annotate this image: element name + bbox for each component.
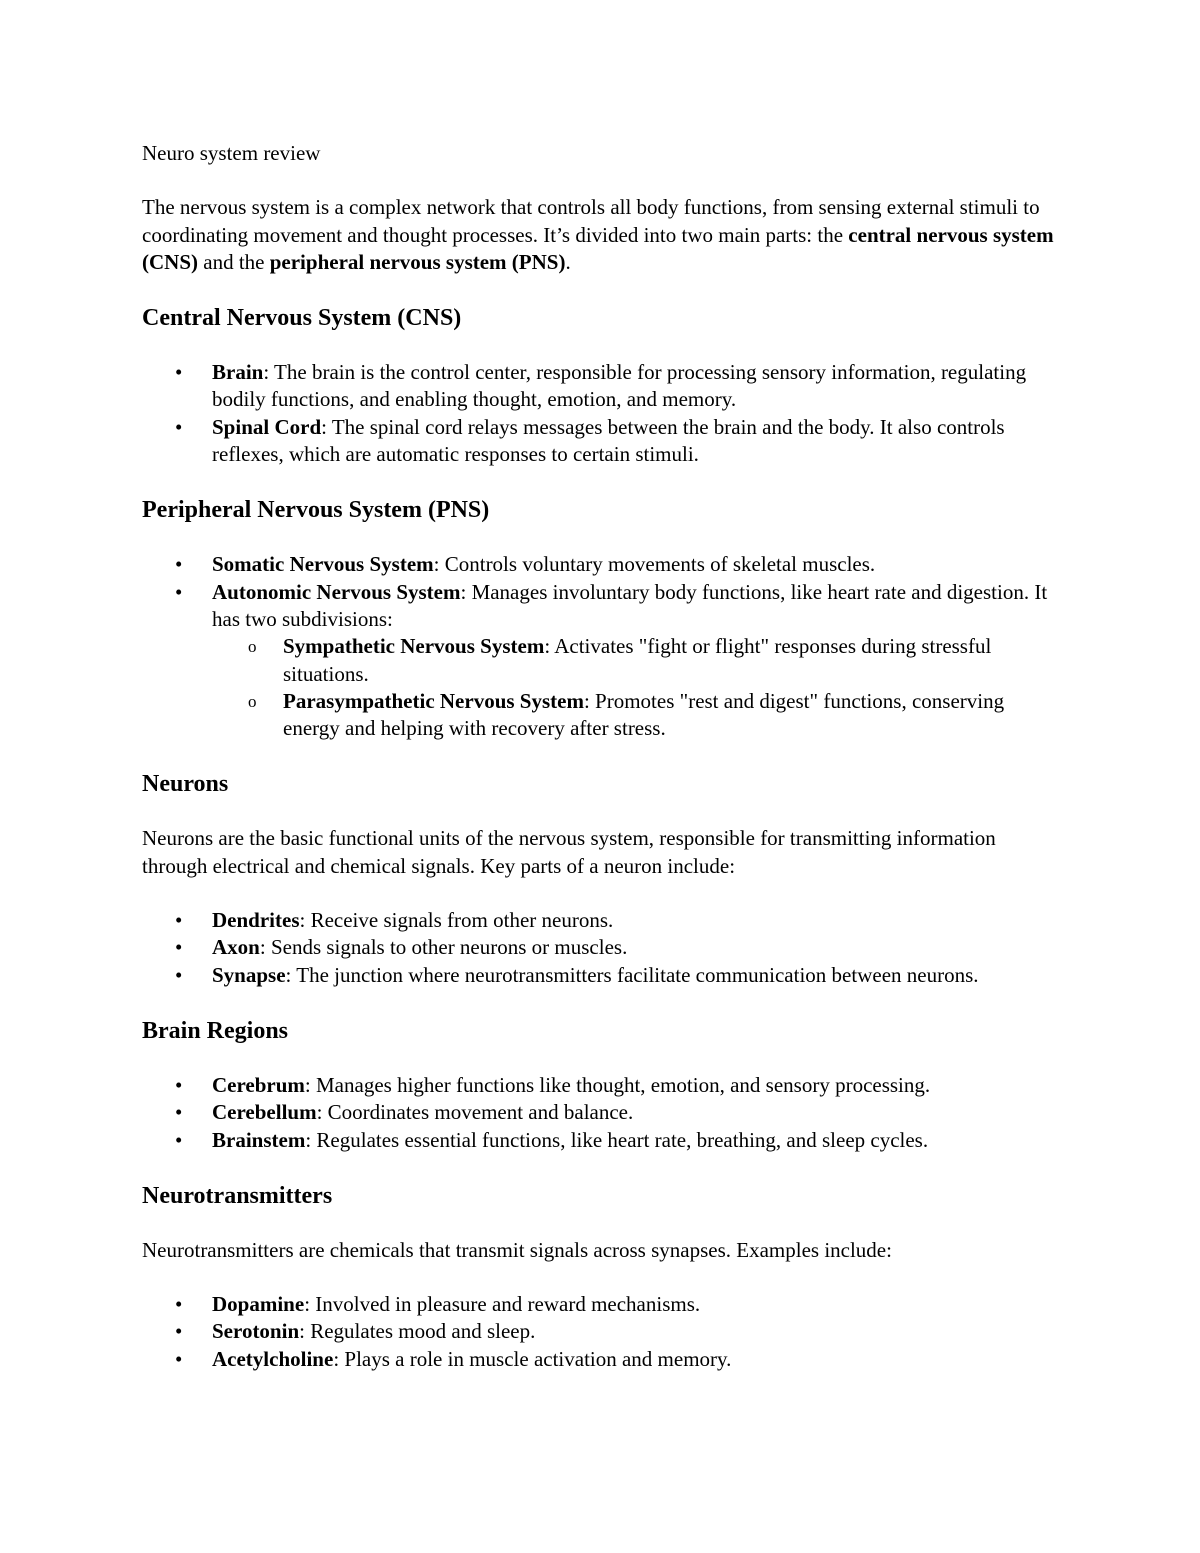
- item-term: Acetylcholine: [212, 1346, 334, 1371]
- list-item: [142, 1072, 1062, 1099]
- bullet-icon: •: [175, 414, 183, 439]
- bullet-icon: •: [175, 935, 183, 960]
- item-term: Dendrites: [212, 908, 300, 933]
- item-term: Axon: [212, 935, 260, 960]
- sub-bullet-icon: o: [248, 691, 257, 711]
- list-item: [142, 1346, 1062, 1373]
- neurotransmitters-heading: Neurotransmitters: [142, 1182, 333, 1209]
- item-desc: : The junction where neurotransmitters facilitate communication between neurons.: [285, 962, 979, 987]
- list-item: [142, 934, 1062, 961]
- bullet-icon: •: [175, 1100, 183, 1125]
- item-desc: : Manages involuntary body functions, like heart rate and digestion. It has two subdivisions:: [212, 579, 1048, 631]
- cns-heading: Central Nervous System (CNS): [142, 305, 462, 332]
- pns-list: [142, 551, 1062, 742]
- intro-text-after: .: [565, 249, 571, 274]
- item-term: Brainstem: [212, 1127, 306, 1152]
- neurotransmitters-list: [142, 1291, 1062, 1373]
- bullet-icon: •: [175, 962, 183, 987]
- neurons-list: [142, 907, 1062, 989]
- item-desc: : Sends signals to other neurons or muscles.: [259, 935, 628, 960]
- intro-text-before: The nervous system is a complex network that controls all body functions, from sensing external stimuli to coordinating movement and thought processes. It’s divided into two main parts: the: [142, 195, 1040, 247]
- item-desc: : Activates "fight or flight" responses during stressful situations.: [283, 634, 992, 686]
- list-item: [142, 1291, 1062, 1318]
- list-item: [142, 359, 1062, 414]
- item-term: Sympathetic Nervous System: [283, 634, 545, 659]
- sub-list-item: [212, 633, 1062, 688]
- item-desc: : Coordinates movement and balance.: [316, 1100, 634, 1125]
- neurons-heading: Neurons: [142, 771, 229, 798]
- item-term: Somatic Nervous System: [212, 552, 434, 577]
- intro-pns-term: peripheral nervous system (PNS): [269, 249, 566, 274]
- bullet-icon: •: [175, 1319, 183, 1344]
- item-term: Brain: [212, 360, 264, 385]
- item-term: Spinal Cord: [212, 414, 322, 439]
- list-item: [142, 551, 1062, 578]
- sub-list-item: [212, 688, 1062, 743]
- item-term: Synapse: [212, 962, 286, 987]
- bullet-icon: •: [175, 1292, 183, 1317]
- list-item: [142, 907, 1062, 934]
- item-desc: : The brain is the control center, responsible for processing sensory information, regulating bodily functions, and enabling thought, emotion, and memory.: [212, 360, 1027, 412]
- bullet-icon: •: [175, 360, 183, 385]
- intro-paragraph: [142, 194, 1062, 276]
- bullet-icon: •: [175, 1127, 183, 1152]
- item-term: Serotonin: [212, 1319, 300, 1344]
- pns-heading: Peripheral Nervous System (PNS): [142, 497, 490, 524]
- list-item: [142, 1127, 1062, 1154]
- item-desc: : Involved in pleasure and reward mechanisms.: [304, 1292, 701, 1317]
- bullet-icon: •: [175, 1346, 183, 1371]
- item-desc: : Plays a role in muscle activation and memory.: [333, 1346, 732, 1371]
- list-item: [142, 962, 1062, 989]
- item-term: Cerebellum: [212, 1100, 317, 1125]
- list-item: [142, 579, 1062, 743]
- list-item: [142, 1318, 1062, 1345]
- item-desc: : The spinal cord relays messages between the brain and the body. It also controls reflexes, which are automatic responses to certain stimuli.: [212, 414, 1005, 467]
- brain-regions-list: [142, 1072, 1062, 1154]
- item-desc: : Promotes "rest and digest" functions, conserving energy and helping with recovery after stress.: [283, 688, 1005, 741]
- item-desc: : Controls voluntary movements of skeletal muscles.: [433, 552, 876, 577]
- item-term: Autonomic Nervous System: [212, 579, 461, 604]
- item-term: Cerebrum: [212, 1072, 305, 1097]
- brain-regions-heading: Brain Regions: [142, 1017, 289, 1044]
- item-desc: : Manages higher functions like thought, emotion, and sensory processing.: [304, 1072, 931, 1097]
- neurotransmitters-intro: Neurotransmitters are chemicals that transmit signals across synapses. Examples include:: [142, 1237, 892, 1262]
- bullet-icon: •: [175, 1072, 183, 1097]
- list-item: [142, 1099, 1062, 1126]
- item-term: Dopamine: [212, 1292, 305, 1317]
- intro-text-middle: and the: [198, 249, 270, 274]
- bullet-icon: •: [175, 908, 183, 933]
- intro-cns-term: central nervous system (CNS): [142, 222, 1054, 274]
- cns-list: [142, 359, 1062, 468]
- pns-sublist: [212, 633, 1062, 742]
- sub-bullet-icon: o: [248, 637, 257, 657]
- neurons-intro: Neurons are the basic functional units of the nervous system, responsible for transmitting information through electrical and chemical signals. Key parts of a neuron include:: [142, 826, 996, 878]
- item-desc: : Regulates mood and sleep.: [299, 1319, 536, 1344]
- document-title: Neuro system review: [142, 141, 321, 165]
- item-desc: : Receive signals from other neurons.: [299, 908, 614, 933]
- document-page: [142, 140, 1062, 1400]
- item-term: Parasympathetic Nervous System: [283, 688, 584, 713]
- bullet-icon: •: [175, 552, 183, 577]
- list-item: [142, 414, 1062, 469]
- bullet-icon: •: [175, 579, 183, 604]
- item-desc: : Regulates essential functions, like heart rate, breathing, and sleep cycles.: [305, 1127, 929, 1152]
